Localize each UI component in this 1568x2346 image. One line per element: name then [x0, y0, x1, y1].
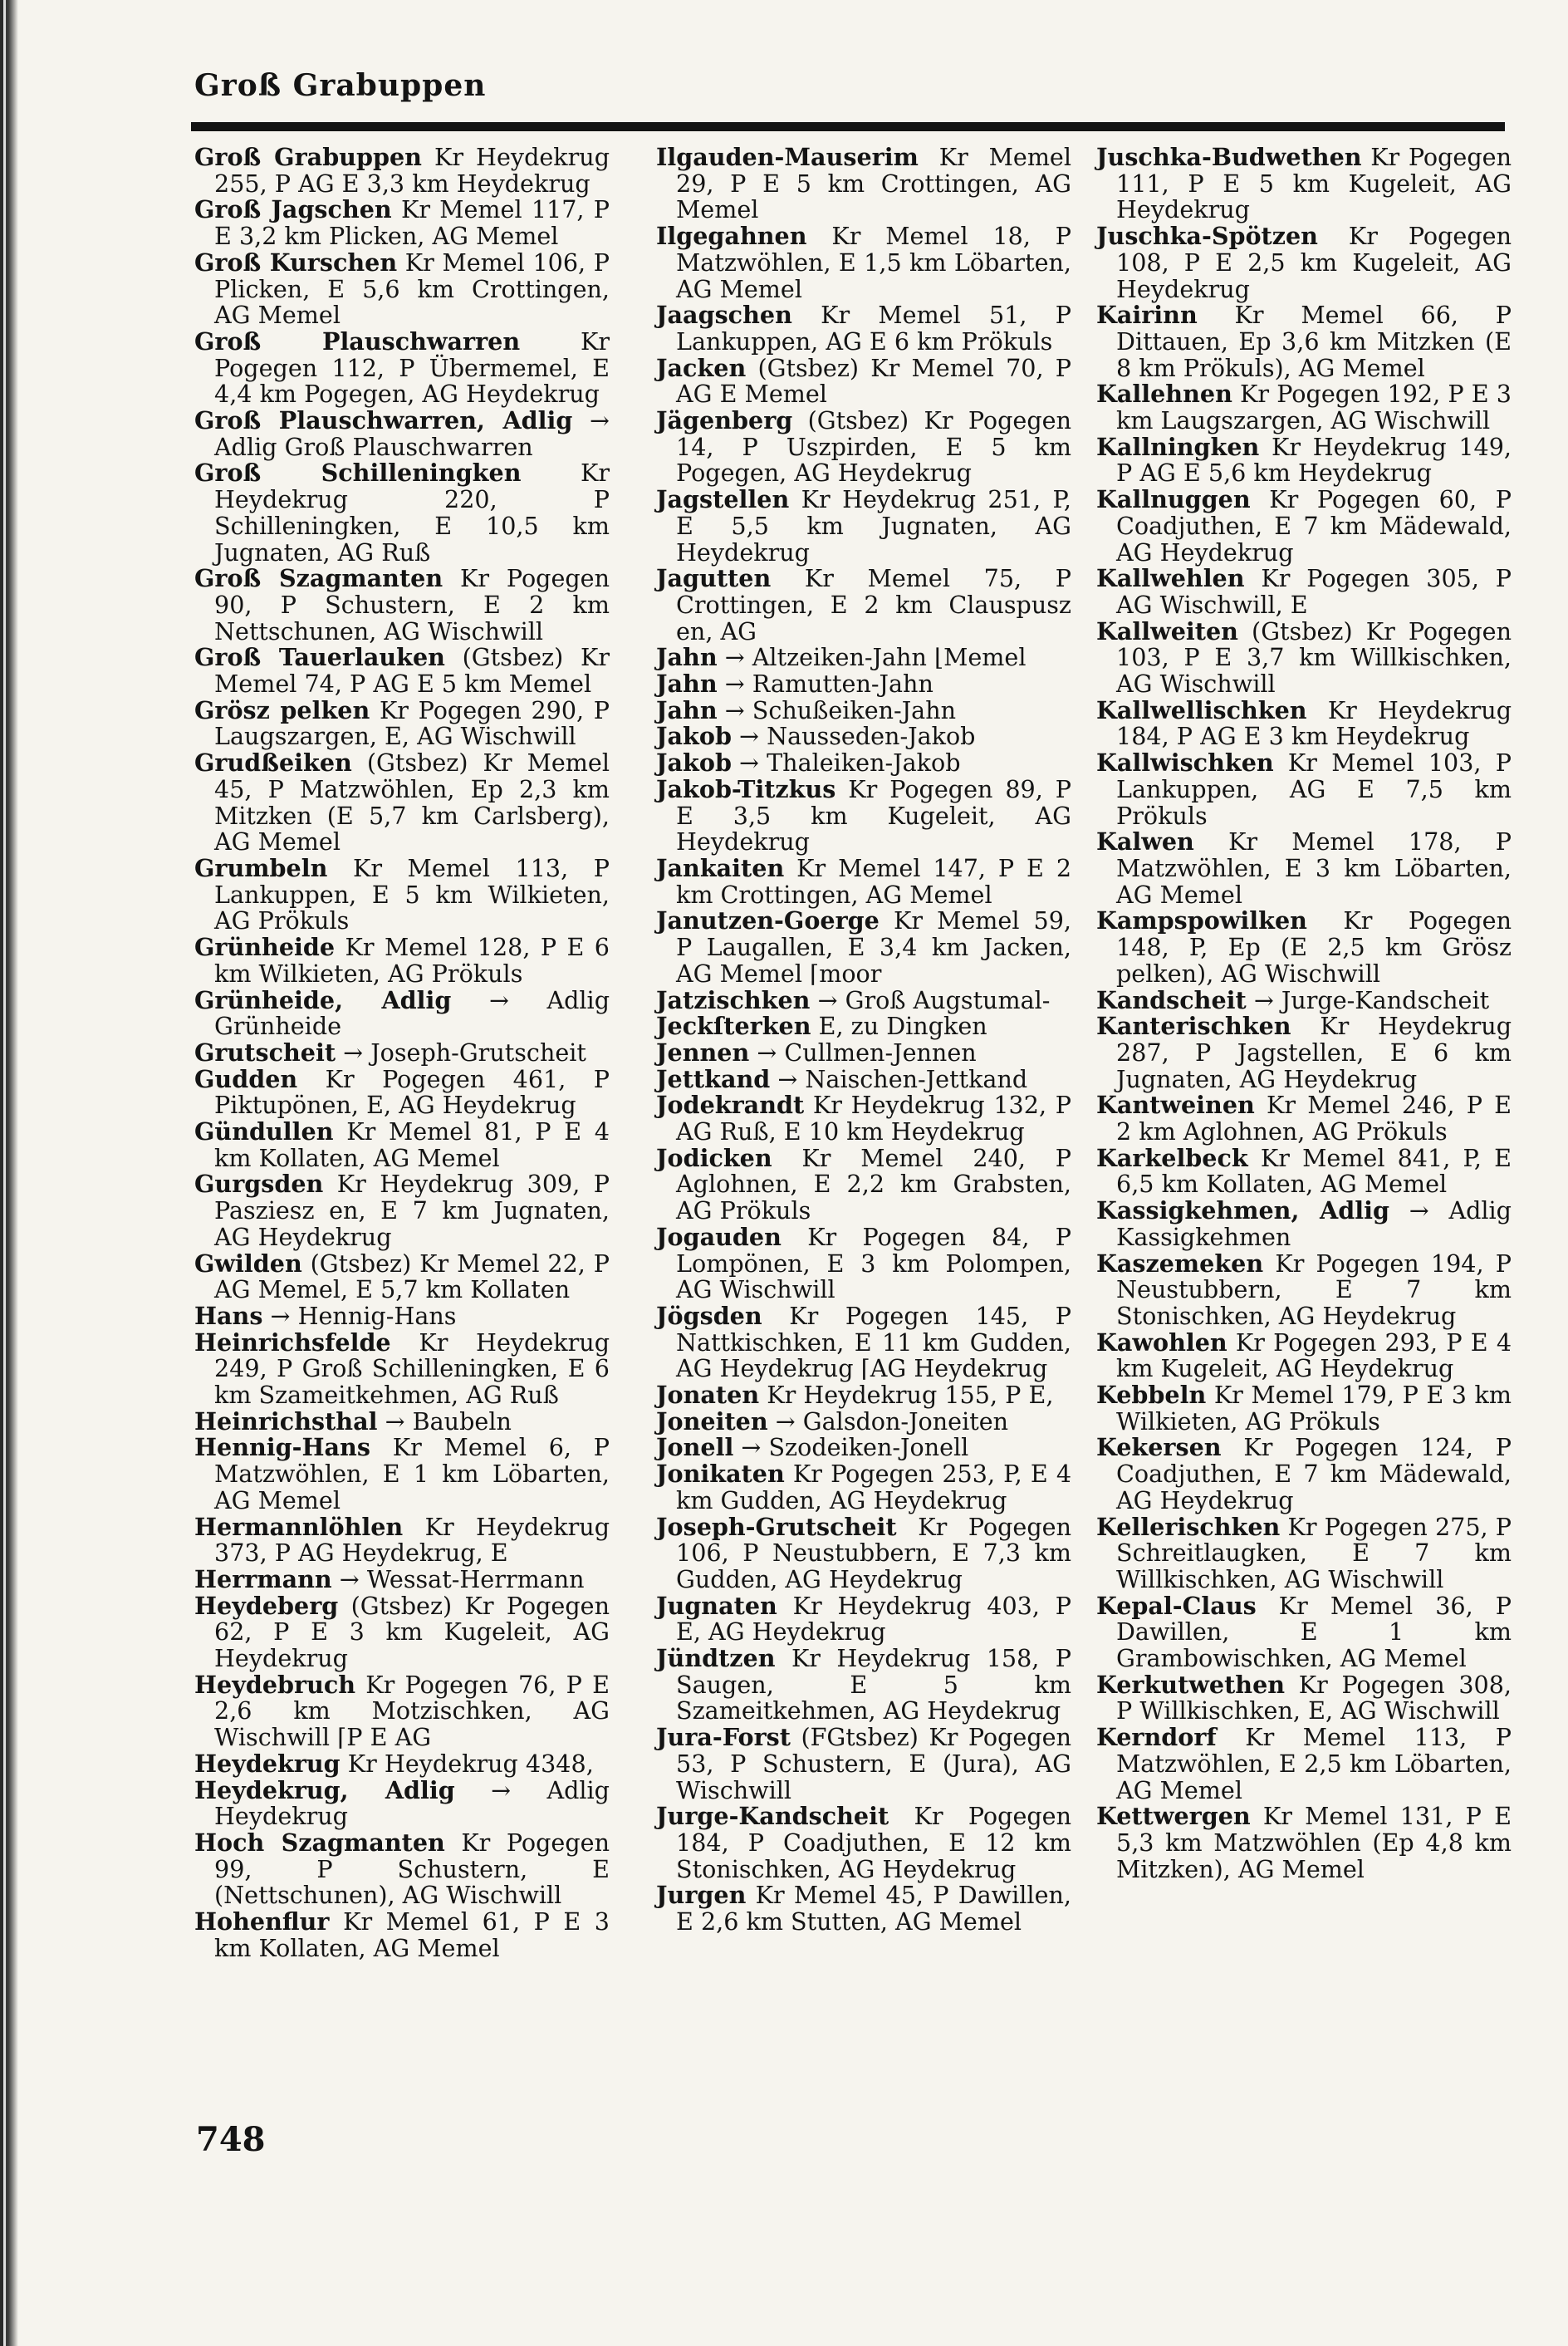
entry-headword: Heydekrug, Adlig — [194, 1775, 455, 1804]
entry-headword: Heinrichsfelde — [194, 1328, 391, 1357]
gazetteer-entry — [1096, 1725, 1512, 1804]
entry-text: Kr Pogegen 305, P AG Wischwill, E — [1116, 564, 1512, 619]
entry-headword: Groß Szagmanten — [194, 564, 443, 593]
entry-text: → Wessat-Herrmann — [339, 1564, 585, 1593]
entry-headword: Karkelbeck — [1096, 1143, 1248, 1172]
gazetteer-entry — [194, 1119, 610, 1171]
entry-text: Kr Pogegen 76, P E 2,6 km Motzischken, AG Wischwill ⌈P E AG — [214, 1670, 610, 1752]
entry-text: Kr Memel 147, P E 2 km Crottingen, AG Memel — [676, 853, 1072, 909]
entry-headword: Heinrichsthal — [194, 1406, 378, 1436]
entry-text: → Hennig-Hans — [270, 1301, 457, 1330]
gazetteer-entry — [194, 326, 610, 409]
entry-headword: Groß Plauschwarren — [194, 326, 521, 356]
entry-headword: Jodekrandt — [656, 1091, 805, 1120]
entry-headword: Grudßeiken — [194, 748, 352, 778]
gazetteer-entry — [194, 1909, 610, 1961]
gazetteer-entry — [194, 853, 610, 935]
entry-headword: Gurgsden — [194, 1170, 324, 1199]
gazetteer-entry — [656, 145, 1071, 223]
gazetteer-entry — [656, 566, 1071, 645]
gazetteer-entry — [656, 695, 1071, 724]
entry-headword: Kampspowilken — [1096, 906, 1307, 935]
entry-text: Kr Memel 128, P E 6 km Wilkieten, AG Prökuls — [214, 933, 610, 988]
entry-text: → Adlig Kassigkehmen — [1116, 1196, 1512, 1251]
entry-text: → Adlig Grünheide — [214, 985, 610, 1041]
entry-text: Kr Memel 36, P Dawillen, E 1 km Grambowischken, AG Memel — [1116, 1591, 1512, 1673]
entry-headword: Jurge-Kandscheit — [656, 1802, 889, 1831]
page-number: 748 — [196, 2120, 266, 2159]
entry-text: Kr Pogegen 112, P Übermemel, E 4,4 km Pogegen, AG Heydekrug — [214, 326, 610, 409]
entry-headword: Ilgauden-Mauserim — [656, 143, 919, 171]
entry-text: → Galsdon-Joneiten — [775, 1406, 1009, 1436]
entry-text: Kr Memel 61, P E 3 km Kollaten, AG Memel — [214, 1907, 610, 1962]
scan-binding-edge — [0, 0, 18, 2346]
entry-headword: Kallwischken — [1096, 748, 1274, 778]
gazetteer-entry — [194, 1330, 610, 1409]
entry-text: Kr Heydekrug 309, P Pasziesz en, E 7 km Jugnaten, AG Heydekrug — [214, 1170, 610, 1251]
entry-text: Kr Heydekrug 251, P, E 5,5 km Jugnaten, AG Heydekrug — [676, 485, 1071, 567]
entry-text: Kr Memel 29, P E 5 km Crottingen, AG Memel — [676, 143, 1071, 224]
entry-text: Kr Memel 131, P E 5,3 km Matzwöhlen (Ep 4,8 km Mitzken), AG Memel — [1116, 1802, 1512, 1883]
entry-headword: Kebbeln — [1096, 1381, 1207, 1410]
entry-headword: Grünheide, Adlig — [194, 985, 452, 1014]
gazetteer-entry — [1096, 1804, 1512, 1882]
entry-headword: Hoch Szagmanten — [194, 1828, 445, 1857]
gazetteer-entry — [194, 1406, 610, 1436]
gazetteer-entry — [656, 853, 1072, 909]
entry-headword: Groß Schilleningken — [194, 459, 522, 488]
entry-headword: Kanterischken — [1096, 1012, 1291, 1041]
entry-headword: Kaszemeken — [1096, 1249, 1264, 1278]
entry-text: → Schußeiken-Jahn — [724, 695, 957, 724]
gazetteer-entry — [194, 460, 610, 566]
gazetteer-entry — [194, 1064, 610, 1120]
entry-text: Kr Heydekrug 4348, — [347, 1749, 594, 1778]
gazetteer-entry — [1096, 1251, 1512, 1330]
gazetteer-entry — [1096, 1672, 1512, 1725]
entry-headword: Ilgegahnen — [656, 222, 807, 251]
entry-headword: Jodicken — [656, 1143, 772, 1172]
entry-text: → Altzeiken-Jahn ⌊Memel — [724, 643, 1027, 672]
entry-headword: Groß Plauschwarren, Adlig — [194, 406, 573, 435]
entry-headword: Janutzen-Goerge — [656, 906, 880, 935]
gazetteer-entry — [194, 1564, 610, 1593]
entry-text: Kr Heydekrug 287, P Jagstellen, E 6 km Jugnaten, AG Heydekrug — [1116, 1012, 1512, 1093]
gazetteer-entry — [194, 1303, 610, 1330]
entry-text: Kr Pogegen 124, P Coadjuthen, E 7 km Mädewald, AG Heydekrug — [1116, 1433, 1512, 1514]
entry-headword: Kassigkehmen, Adlig — [1096, 1196, 1389, 1225]
column-2 — [656, 145, 1071, 1936]
entry-headword: Gwilden — [194, 1249, 302, 1278]
gazetteer-entry — [1096, 750, 1512, 829]
gazetteer-entry — [194, 250, 610, 329]
entry-headword: Juschka-Budwethen — [1096, 143, 1362, 171]
entry-text: Kr Pogegen 290, P Laugszargen, E, AG Wischwill — [214, 695, 610, 751]
gazetteer-entry — [1096, 434, 1512, 487]
entry-headword: Kerndorf — [1096, 1723, 1217, 1752]
entry-headword: Herrmann — [194, 1564, 332, 1593]
entry-text: Kr Pogegen 99, P Schustern, E (Nettschunen), AG Wischwill — [214, 1828, 610, 1910]
entry-headword: Jahn — [656, 670, 718, 699]
gazetteer-entry — [1096, 487, 1512, 566]
entry-text: Kr Pogegen 275, P Schreitlaugken, E 7 km Willkischken, AG Wischwill — [1116, 1512, 1512, 1593]
entry-text: Kr Pogegen 293, P E 4 km Kugeleit, AG Heydekrug — [1116, 1328, 1512, 1383]
entry-headword: Heydebruch — [194, 1670, 356, 1699]
gazetteer-entry — [194, 1171, 610, 1250]
entry-text: → Adlig Groß Plauschwarren — [214, 406, 610, 461]
gazetteer-entry — [194, 197, 610, 249]
gazetteer-entry — [656, 1303, 1071, 1382]
entry-headword: Kallningken — [1096, 432, 1260, 461]
entry-headword: Gündullen — [194, 1117, 334, 1146]
entry-headword: Jankaiten — [656, 853, 785, 882]
entry-text: Kr Memel 6, P Matzwöhlen, E 1 km Löbarten, AG Memel — [214, 1433, 610, 1514]
gazetteer-entry — [656, 1382, 1071, 1409]
entry-text: → Joseph-Grutscheit — [343, 1038, 586, 1067]
entry-headword: Jonikaten — [656, 1460, 785, 1489]
entry-text: Kr Pogegen 461, P Piktupönen, E, AG Heydekrug — [214, 1064, 610, 1120]
column-3 — [1096, 145, 1512, 1882]
gazetteer-entry — [194, 985, 610, 1041]
gazetteer-entry — [1096, 695, 1512, 751]
gazetteer-entry — [656, 1882, 1071, 1935]
entry-headword: Kallnuggen — [1096, 485, 1251, 514]
entry-headword: Groß Jagschen — [194, 195, 392, 224]
gazetteer-entry — [194, 1435, 610, 1514]
gazetteer-entry — [656, 1222, 1071, 1304]
entry-text: Kr Heydekrug 132, P AG Ruß, E 10 km Heydekrug — [676, 1091, 1071, 1146]
gazetteer-entry — [194, 566, 610, 645]
gazetteer-entry — [1096, 1593, 1512, 1672]
entry-headword: Jonell — [656, 1433, 734, 1462]
entry-text: (Gtsbez) Kr Pogegen 62, P E 3 km Kugeleit, AG Heydekrug — [214, 1591, 610, 1673]
gazetteer-entry — [1096, 1514, 1512, 1593]
entry-text: → Adlig Heydekrug — [214, 1775, 610, 1831]
entry-headword: Jacken — [656, 353, 747, 382]
entry-text: Kr Heydekrug 149, P AG E 5,6 km Heydekrug — [1116, 432, 1512, 488]
entry-text: → Naischen-Jettkand — [777, 1064, 1028, 1093]
entry-text: Kr Pogegen 111, P E 5 km Kugeleit, AG Heydekrug — [1116, 143, 1512, 224]
gazetteer-entry — [656, 1013, 1071, 1040]
entry-headword: Jatzischken — [656, 985, 811, 1014]
entry-headword: Jögsden — [656, 1301, 762, 1330]
entry-text: Kr Memel 106, P Plicken, E 5,6 km Crottingen, AG Memel — [214, 248, 610, 330]
entry-headword: Jägenberg — [656, 406, 793, 435]
entry-text: Kr Memel 66, P Dittauen, Ep 3,6 km Mitzken (E 8 km Prökuls), AG Memel — [1116, 301, 1512, 382]
entry-text: Kr Heydekrug 255, P AG E 3,3 km Heydekrug — [214, 143, 610, 198]
gazetteer-entry — [1096, 566, 1512, 618]
gazetteer-entry — [1096, 302, 1512, 381]
entry-text: Kr Memel 103, P Lankuppen, AG E 7,5 km Prökuls — [1116, 748, 1512, 830]
entry-text: Kr Pogegen 194, P Neustubbern, E 7 km Stonischken, AG Heydekrug — [1116, 1249, 1512, 1330]
entry-text: Kr Memel 75, P Crottingen, E 2 km Clauspusz en, AG — [676, 564, 1071, 645]
entry-headword: Kalwen — [1096, 827, 1194, 856]
entry-headword: Jahn — [656, 643, 718, 672]
entry-text: → Groß Augstumal- — [817, 985, 1051, 1014]
entry-text: → Nausseden-Jakob — [739, 722, 976, 751]
entry-headword: Jurgen — [656, 1881, 747, 1910]
gazetteer-entry — [194, 1514, 610, 1567]
gazetteer-entry — [656, 353, 1071, 409]
entry-headword: Jogauden — [656, 1222, 782, 1251]
gazetteer-entry — [194, 1040, 610, 1067]
gazetteer-entry — [656, 985, 1071, 1014]
entry-text: Kr Memel 45, P Dawillen, E 2,6 km Stutten, AG Memel — [676, 1881, 1071, 1936]
entry-text: Kr Pogegen 106, P Neustubbern, E 7,3 km Gudden, AG Heydekrug — [676, 1512, 1071, 1593]
gazetteer-entry — [656, 645, 1071, 671]
gazetteer-entry — [1096, 1143, 1512, 1199]
entry-headword: Hermannlöhlen — [194, 1512, 404, 1541]
gazetteer-entry — [656, 671, 1071, 698]
entry-text: Kr Memel 178, P Matzwöhlen, E 3 km Löbarten, AG Memel — [1116, 827, 1512, 909]
gazetteer-entry — [194, 145, 610, 197]
gazetteer-entry — [656, 302, 1071, 355]
entry-text: → Baubeln — [385, 1406, 512, 1436]
entry-headword: Jündtzen — [656, 1644, 776, 1673]
entry-text: Kr Memel 113, P Matzwöhlen, E 2,5 km Löbarten, AG Memel — [1116, 1723, 1512, 1804]
entry-headword: Kawohlen — [1096, 1328, 1227, 1357]
gazetteer-entry — [1096, 145, 1512, 223]
gazetteer-entry — [1096, 1198, 1512, 1250]
gazetteer-entry — [1096, 829, 1512, 908]
entry-text: (Gtsbez) Kr Memel 70, P AG E Memel — [676, 353, 1071, 409]
entry-text: Kr Heydekrug 155, P E, — [767, 1381, 1054, 1410]
entry-text: Kr Heydekrug 220, P Schilleningken, E 10,5 km Jugnaten, AG Ruß — [214, 459, 610, 567]
entry-headword: Jonaten — [656, 1381, 760, 1410]
entry-headword: Kairinn — [1096, 301, 1198, 330]
entry-text: (Gtsbez) Kr Memel 45, P Matzwöhlen, Ep 2,3 km Mitzken (E 5,7 km Carlsberg), AG Memel — [214, 748, 610, 856]
entry-headword: Kepal-Claus — [1096, 1591, 1257, 1620]
gazetteer-entry — [1096, 1013, 1512, 1092]
entry-headword: Jagutten — [656, 564, 772, 593]
entry-headword: Hans — [194, 1301, 263, 1330]
entry-headword: Kandscheit — [1096, 985, 1247, 1014]
entry-text: (Gtsbez) Kr Memel 22, P AG Memel, E 5,7 km Kollaten — [214, 1249, 610, 1304]
running-head: Groß Grabuppen — [194, 68, 487, 103]
entry-text: Kr Heydekrug 373, P AG Heydekrug, E — [214, 1512, 610, 1568]
entry-headword: Jakob-Titzkus — [656, 774, 836, 803]
gazetteer-entry — [194, 1593, 610, 1672]
gazetteer-entry — [656, 1064, 1071, 1093]
gazetteer-entry — [194, 1672, 610, 1751]
gazetteer-entry — [656, 750, 1071, 777]
entry-headword: Jahn — [656, 695, 718, 724]
entry-headword: Grösz pelken — [194, 695, 370, 724]
entry-text: (Gtsbez) Kr Memel 74, P AG E 5 km Memel — [214, 643, 610, 699]
gazetteer-entry — [194, 408, 610, 460]
gazetteer-entry — [194, 1251, 610, 1303]
gazetteer-entry — [1096, 616, 1512, 699]
entry-headword: Kerkutwethen — [1096, 1670, 1286, 1699]
entry-headword: Juschka-Spötzen — [1096, 222, 1318, 251]
gazetteer-entry — [1096, 1382, 1512, 1435]
entry-text: Kr Pogegen 108, P E 2,5 km Kugeleit, AG Heydekrug — [1116, 222, 1512, 303]
entry-text: Kr Memel 179, P E 3 km Wilkieten, AG Prökuls — [1116, 1381, 1512, 1436]
gazetteer-entry — [656, 724, 1071, 750]
gazetteer-entry — [656, 1040, 1071, 1067]
gazetteer-entry — [194, 1830, 610, 1909]
entry-text: Kr Memel 81, P E 4 km Kollaten, AG Memel — [214, 1117, 610, 1172]
gazetteer-entry — [656, 223, 1071, 302]
gazetteer-entry — [656, 1725, 1071, 1804]
gazetteer-entry — [1096, 908, 1512, 987]
entry-headword: Kallehnen — [1096, 380, 1232, 409]
gazetteer-entry — [656, 408, 1071, 487]
entry-text: Kr Memel 59, P Laugallen, E 3,4 km Jacken, AG Memel ⌈moor — [676, 906, 1072, 988]
entry-headword: Kallwehlen — [1096, 564, 1245, 593]
gazetteer-entry — [194, 935, 610, 987]
entry-headword: Grünheide — [194, 933, 336, 962]
entry-text: Kr Pogegen 145, P Nattkischken, E 11 km Gudden, AG Heydekrug ⌈AG Heydekrug — [676, 1301, 1071, 1383]
entry-text: Kr Pogegen 89, P E 3,5 km Kugeleit, AG Heydekrug — [676, 774, 1071, 856]
gazetteer-entry — [656, 1406, 1071, 1436]
entry-text: Kr Memel 18, P Matzwöhlen, E 1,5 km Löbarten, AG Memel — [676, 222, 1071, 303]
entry-headword: Jagstellen — [656, 485, 790, 514]
entry-text: Kr Pogegen 192, P E 3 km Laugszargen, AG Wischwill — [1116, 380, 1512, 435]
gazetteer-entry — [1096, 985, 1512, 1014]
entry-headword: Grumbeln — [194, 853, 328, 882]
entry-text: → Jurge-Kandscheit — [1253, 985, 1490, 1014]
gazetteer-entry — [656, 774, 1071, 856]
gazetteer-entry — [656, 1646, 1071, 1725]
entry-headword: Jennen — [656, 1038, 750, 1067]
gazetteer-entry — [194, 645, 610, 697]
gazetteer-entry — [1096, 1092, 1512, 1145]
entry-text: Kr Memel 240, P Aglohnen, E 2,2 km Grabsten, AG Prökuls — [676, 1143, 1071, 1225]
entry-text: Kr Heydekrug 184, P AG E 3 km Heydekrug — [1116, 695, 1512, 751]
entry-text: Kr Memel 113, P Lankuppen, E 5 km Wilkieten, AG Prökuls — [214, 853, 610, 935]
entry-headword: Kallweiten — [1096, 616, 1238, 645]
gazetteer-entry — [656, 1092, 1071, 1145]
gazetteer-entry — [656, 1461, 1071, 1514]
column-1 — [194, 145, 610, 1962]
gazetteer-entry — [656, 908, 1071, 987]
entry-text: Kr Memel 51, P Lankuppen, AG E 6 km Prökuls — [676, 301, 1072, 356]
entry-headword: Hohenflur — [194, 1907, 330, 1936]
entry-headword: Jakob — [656, 722, 732, 751]
entry-text: Kr Pogegen 84, P Lompönen, E 3 km Polompen, AG Wischwill — [676, 1222, 1071, 1304]
entry-headword: Hennig-Hans — [194, 1433, 370, 1462]
entry-text: (Gtsbez) Kr Pogegen 14, P Uszpirden, E 5 km Pogegen, AG Heydekrug — [676, 406, 1071, 488]
entry-text: Kr Pogegen 60, P Coadjuthen, E 7 km Mädewald, AG Heydekrug — [1116, 485, 1512, 567]
entry-headword: Groß Kurschen — [194, 248, 398, 277]
entry-text: Kr Pogegen 90, P Schustern, E 2 km Nettschunen, AG Wischwill — [214, 564, 610, 645]
entry-headword: Kallwellischken — [1096, 695, 1307, 724]
entry-headword: Heydekrug — [194, 1749, 341, 1778]
gazetteer-entry — [656, 1593, 1071, 1646]
entry-text: Kr Memel 117, P E 3,2 km Plicken, AG Memel — [214, 195, 610, 251]
gazetteer-entry — [194, 1775, 610, 1831]
gazetteer-entry — [656, 1435, 1071, 1461]
entry-headword: Jettkand — [656, 1064, 771, 1093]
header-rule — [191, 122, 1505, 131]
entry-text: → Cullmen-Jennen — [757, 1038, 977, 1067]
gazetteer-entry — [194, 695, 610, 751]
gazetteer-entry — [656, 1143, 1071, 1225]
entry-headword: Kettwergen — [1096, 1802, 1251, 1831]
gazetteer-entry — [1096, 1330, 1512, 1382]
entry-text: E, zu Dingken — [818, 1012, 987, 1041]
gazetteer-entry — [194, 1751, 610, 1778]
entry-headword: Groß Grabuppen — [194, 143, 422, 171]
gazetteer-entry — [194, 750, 610, 856]
entry-headword: Jaagschen — [656, 301, 792, 330]
entry-headword: Jeckſterken — [656, 1012, 811, 1041]
entry-text: (FGtsbez) Kr Pogegen 53, P Schustern, E (Jura), AG Wischwill — [676, 1723, 1071, 1804]
entry-headword: Groß Tauerlauken — [194, 643, 445, 672]
entry-text: → Ramutten-Jahn — [724, 670, 933, 699]
gazetteer-entry — [1096, 381, 1512, 434]
entry-headword: Heydeberg — [194, 1591, 339, 1620]
entry-text: → Szodeiken-Jonell — [741, 1433, 969, 1462]
entry-text: Kr Heydekrug 403, P E, AG Heydekrug — [676, 1591, 1072, 1647]
entry-headword: Jakob — [656, 748, 732, 778]
entry-headword: Kekersen — [1096, 1433, 1222, 1462]
entry-headword: Jura-Forst — [656, 1723, 791, 1752]
entry-headword: Kantweinen — [1096, 1091, 1255, 1120]
entry-headword: Joseph-Grutscheit — [656, 1512, 897, 1541]
entry-headword: Kellerischken — [1096, 1512, 1281, 1541]
gazetteer-entry — [1096, 1435, 1512, 1514]
entry-headword: Jugnaten — [656, 1591, 777, 1620]
entry-text: Kr Pogegen 253, P, E 4 km Gudden, AG Heydekrug — [676, 1460, 1072, 1514]
entry-headword: Joneiten — [656, 1406, 768, 1436]
entry-headword: Gudden — [194, 1064, 298, 1093]
entry-text: Kr Pogegen 148, P, Ep (E 2,5 km Grösz pelken), AG Wischwill — [1116, 906, 1512, 988]
gazetteer-entry — [1096, 223, 1512, 302]
entry-text: Kr Memel 246, P E 2 km Aglohnen, AG Prökuls — [1116, 1091, 1512, 1146]
entry-text: Kr Memel 841, P, E 6,5 km Kollaten, AG Memel — [1116, 1143, 1512, 1199]
entry-text: (Gtsbez) Kr Pogegen 103, P E 3,7 km Willkischken, AG Wischwill — [1116, 616, 1512, 699]
gazetteer-entry — [656, 487, 1071, 566]
entry-text: → Thaleiken-Jakob — [739, 748, 961, 778]
entry-text: Kr Pogegen 308, P Willkischken, E, AG Wischwill — [1116, 1670, 1512, 1725]
entry-text: Kr Heydekrug 158, P Saugen, E 5 km Szameitkehmen, AG Heydekrug — [676, 1644, 1072, 1725]
entry-text: Kr Pogegen 184, P Coadjuthen, E 12 km Stonischken, AG Heydekrug — [676, 1802, 1072, 1883]
gazetteer-entry — [656, 1804, 1071, 1882]
entry-text: Kr Heydekrug 249, P Groß Schilleningken, E 6 km Szameitkehmen, AG Ruß — [214, 1328, 610, 1410]
gazetteer-entry — [656, 1514, 1071, 1593]
entry-headword: Grutscheit — [194, 1038, 336, 1067]
